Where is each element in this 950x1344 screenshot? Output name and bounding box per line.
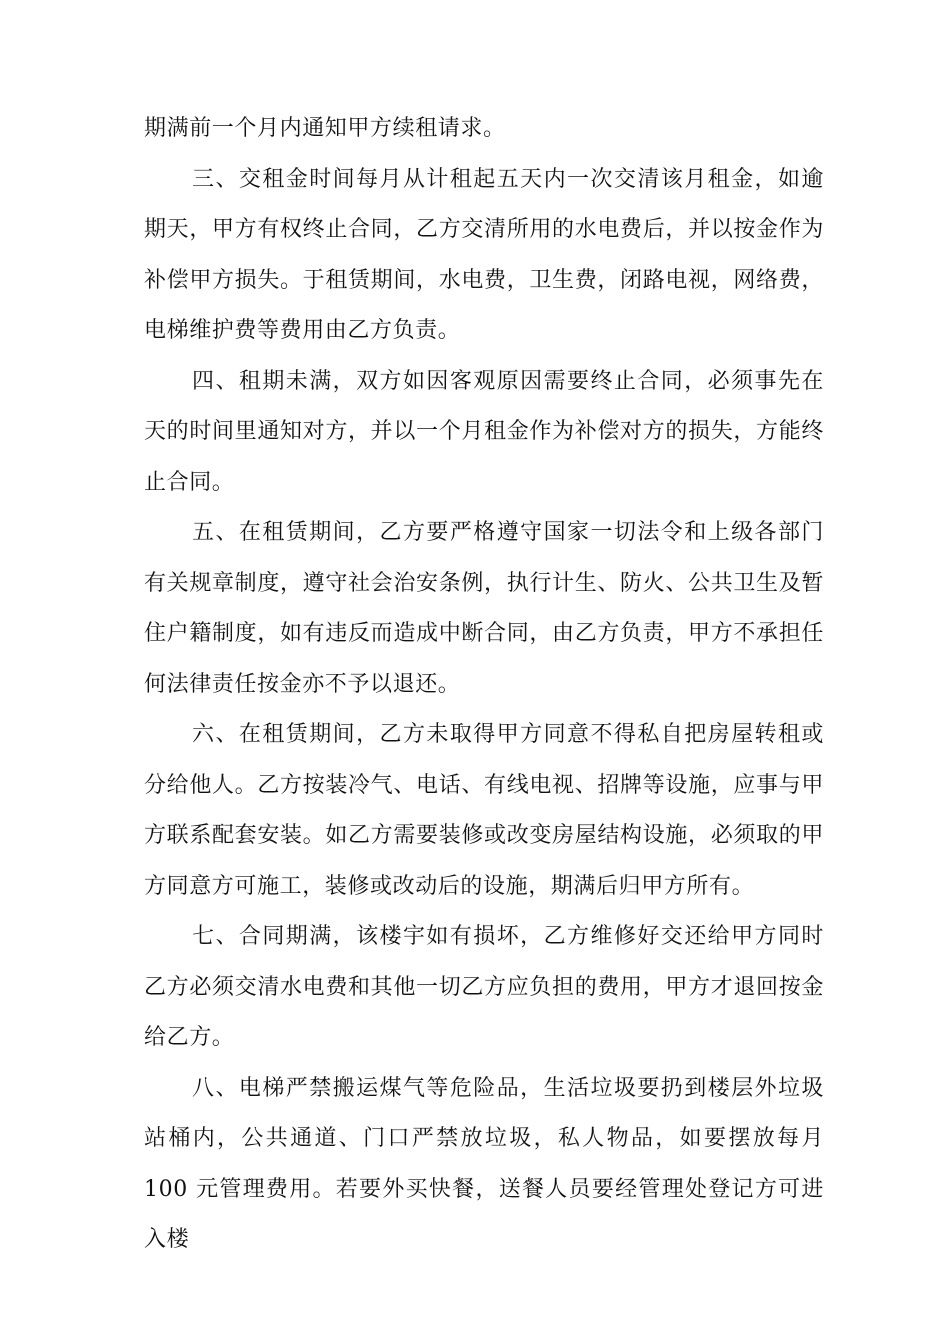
clause-5-compliance: 五、在租赁期间，乙方要严格遵守国家一切法令和上级各部门有关规章制度，遵守社会治安条例，执行计生、防火、公共卫生及暂住户籍制度，如有违反而造成中断合同，由乙方负责，甲方不承担任何法律责任按金亦不予以退还。 bbox=[144, 520, 824, 697]
clause-7-contract-expiry: 七、合同期满，该楼宇如有损坏，乙方维修好交还给甲方同时乙方必须交清水电费和其他一切乙方应负担的费用，甲方才退回按金给乙方。 bbox=[144, 924, 824, 1050]
document-body bbox=[144, 104, 824, 1266]
clause-6-subletting-renovation: 六、在租赁期间，乙方未取得甲方同意不得私自把房屋转租或分给他人。乙方按装冷气、电话、有线电视、招牌等设施，应事与甲方联系配套安装。如乙方需要装修或改变房屋结构设施，必须取的甲方同意方可施工，装修或改动后的设施，期满后归甲方所有。 bbox=[144, 722, 824, 899]
clause-3-rent-payment: 三、交租金时间每月从计租起五天内一次交清该月租金，如逾期天，甲方有权终止合同，乙方交清所用的水电费后，并以按金作为补偿甲方损失。于租赁期间，水电费，卫生费，闭路电视，网络费，电梯维护费等费用由乙方负责。 bbox=[144, 166, 824, 343]
clause-8-elevator-rules: 八、电梯严禁搬运煤气等危险品，生活垃圾要扔到楼层外垃圾站桶内，公共通道、门口严禁放垃圾，私人物品，如要摆放每月 100 元管理费用。若要外买快餐，送餐人员要经管理处登记方可进入楼 bbox=[144, 1075, 824, 1252]
clause-4-early-termination: 四、租期未满，双方如因客观原因需要终止合同，必须事先在天的时间里通知对方，并以一个月租金作为补偿对方的损失，方能终止合同。 bbox=[144, 368, 824, 495]
paragraph-continuation: 期满前一个月内通知甲方续租请求。 bbox=[144, 116, 506, 141]
